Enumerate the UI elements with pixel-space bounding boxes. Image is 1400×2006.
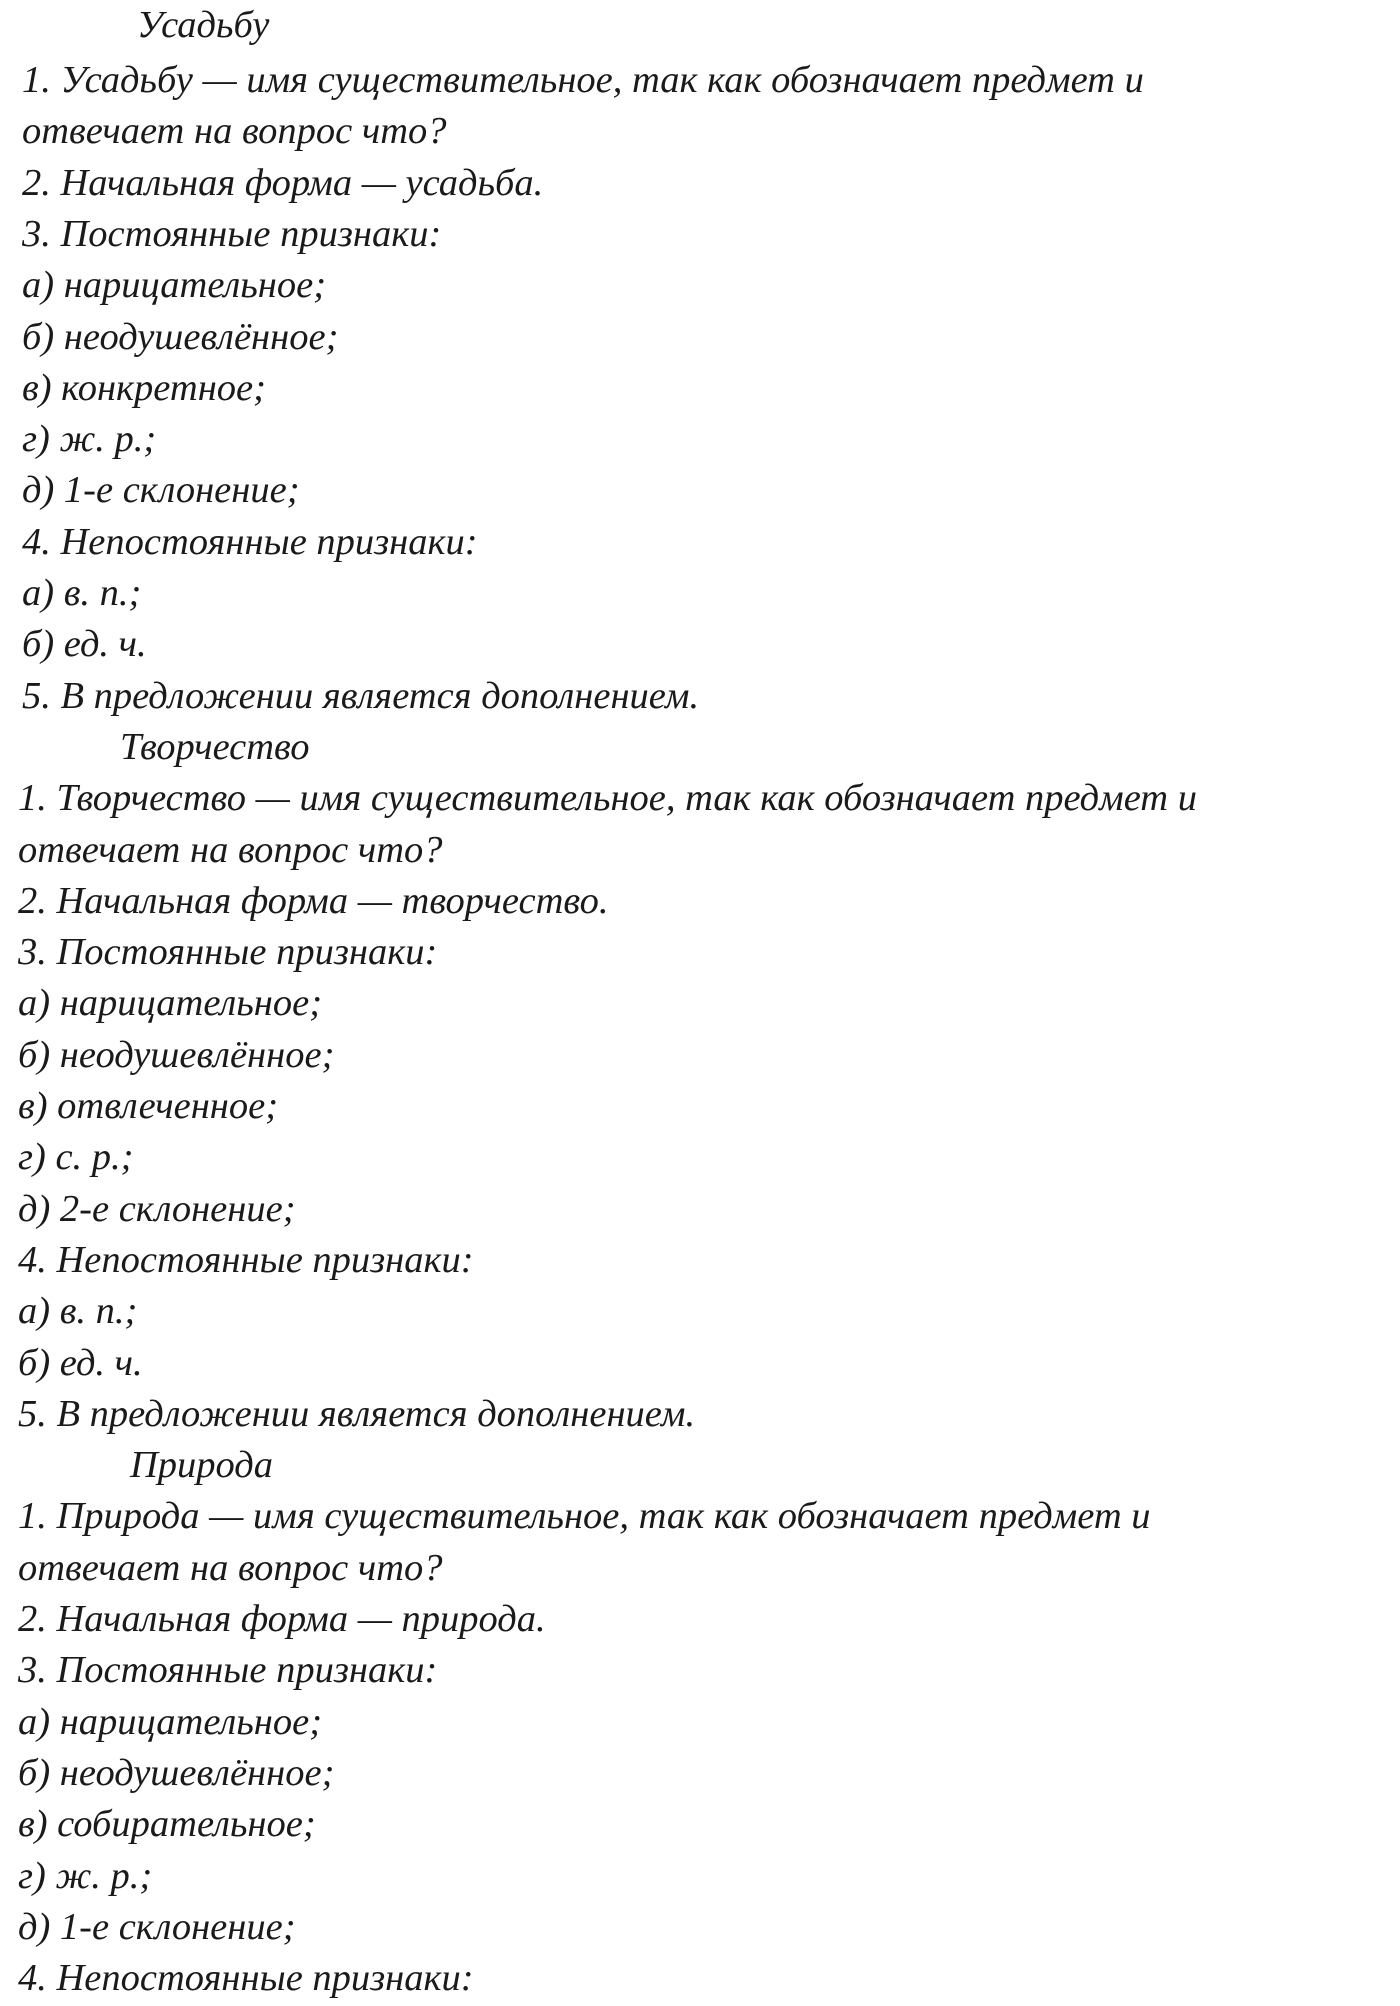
text-line: 1. Усадьбу — имя существительное, так как обозначает предмет и: [22, 59, 1144, 101]
text-line: б) ед. ч.: [22, 623, 147, 665]
text-line: 4. Непостоянные признаки:: [18, 1957, 474, 1999]
text-line: отвечает на вопрос что?: [18, 1547, 443, 1589]
text-line: а) нарицательное;: [18, 1701, 323, 1743]
text-line: б) неодушевлённое;: [18, 1034, 335, 1076]
text-line: 5. В предложении является дополнением.: [18, 1393, 696, 1435]
text-line: 3. Постоянные признаки:: [22, 213, 442, 255]
text-line: а) нарицательное;: [22, 264, 327, 306]
text-line: а) нарицательное;: [18, 982, 323, 1024]
text-line: 1. Природа — имя существительное, так как обозначает предмет и: [18, 1495, 1151, 1537]
text-line: 3. Постоянные признаки:: [18, 931, 438, 973]
text-line: 3. Постоянные признаки:: [18, 1649, 438, 1691]
text-line: б) неодушевлённое;: [18, 1752, 335, 1794]
text-line: отвечает на вопрос что?: [18, 829, 443, 871]
text-line: 1. Творчество — имя существительное, так как обозначает предмет и: [18, 777, 1197, 819]
text-line: д) 1-е склонение;: [18, 1906, 296, 1948]
text-line: б) неодушевлённое;: [22, 316, 339, 358]
text-line: а) в. п.;: [22, 572, 142, 614]
text-line: г) ж. р.;: [18, 1855, 153, 1897]
text-line: 2. Начальная форма — природа.: [18, 1598, 546, 1640]
text-line: д) 1-е склонение;: [22, 469, 300, 511]
text-line: 2. Начальная форма — творчество.: [18, 880, 609, 922]
text-line: 2. Начальная форма — усадьба.: [22, 162, 544, 204]
text-line: 5. В предложении является дополнением.: [22, 675, 700, 717]
text-line: отвечает на вопрос что?: [22, 110, 447, 152]
text-line: б) ед. ч.: [18, 1342, 143, 1384]
text-line: а) в. п.;: [18, 1290, 138, 1332]
text-line: г) с. р.;: [18, 1136, 134, 1178]
text-line: д) 2-е склонение;: [18, 1188, 296, 1230]
text-line: 4. Непостоянные признаки:: [18, 1239, 474, 1281]
text-line: в) отвлеченное;: [18, 1085, 279, 1127]
section-heading-usadbu: Усадьбу: [137, 4, 270, 46]
text-line: в) собирательное;: [18, 1803, 316, 1845]
text-line: г) ж. р.;: [22, 418, 157, 460]
text-line: 4. Непостоянные признаки:: [22, 521, 478, 563]
section-heading-tvorchestvo: Творчество: [120, 726, 310, 768]
section-heading-priroda: Природа: [130, 1444, 274, 1486]
text-line: в) конкретное;: [22, 367, 266, 409]
